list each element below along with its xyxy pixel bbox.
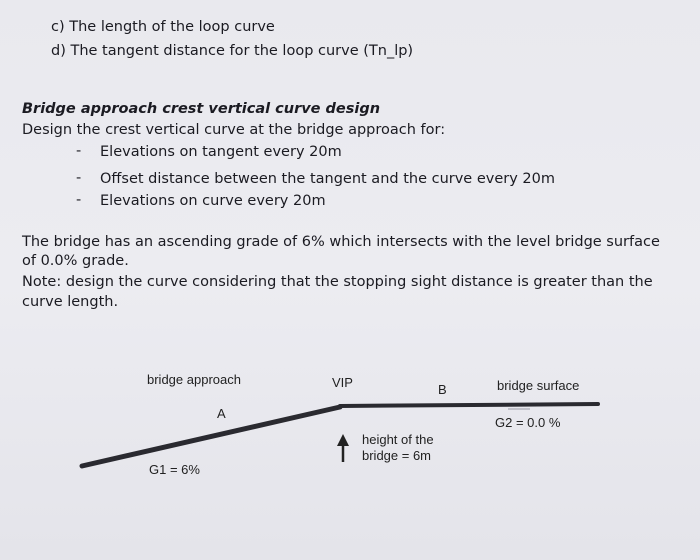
question-d: d) The tangent distance for the loop curve (Tn_lp) (51, 43, 414, 59)
point-b-label: B (438, 382, 447, 397)
approach-grade-line (82, 407, 340, 466)
section-title: Bridge approach crest vertical curve design (22, 101, 381, 117)
question-c: c) The length of the loop curve (51, 19, 275, 35)
bullet-item: Offset distance between the tangent and the curve every 20m (100, 171, 555, 187)
section-intro: Design the crest vertical curve at the bridge approach for: (22, 122, 446, 138)
bullet-marker: - (76, 170, 82, 186)
paragraph-line: The bridge has an ascending grade of 6% which intersects with the level bridge surface (22, 234, 660, 250)
g1-grade-label: G1 = 6% (149, 462, 200, 477)
g2-grade-label: G2 = 0.0 % (495, 415, 561, 430)
vip-label: VIP (332, 375, 353, 390)
paragraph-line: curve length. (22, 294, 119, 310)
point-a-label: A (217, 406, 226, 421)
height-arrow-head (337, 434, 349, 446)
bullet-item: Elevations on tangent every 20m (100, 144, 342, 160)
paragraph-line: Note: design the curve considering that the stopping sight distance is greater than the (22, 274, 653, 290)
paragraph-line: of 0.0% grade. (22, 253, 129, 269)
bridge-approach-label: bridge approach (147, 372, 241, 387)
bullet-marker: - (76, 192, 82, 208)
bridge-height-label: height of the (362, 432, 434, 447)
bridge-height-value: bridge = 6m (362, 448, 432, 463)
bullet-marker: - (76, 143, 82, 159)
bridge-surface-label: bridge surface (497, 378, 580, 393)
bridge-surface-line (340, 404, 598, 406)
bullet-item: Elevations on curve every 20m (100, 193, 326, 209)
